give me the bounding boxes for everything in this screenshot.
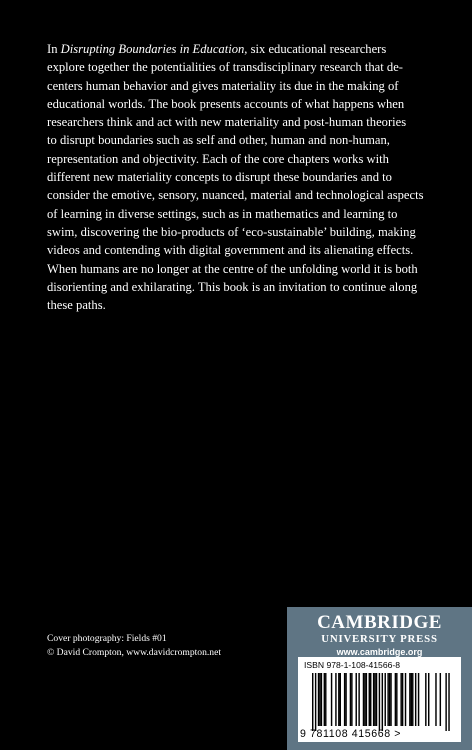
barcode-bar	[395, 673, 396, 726]
barcode-bar	[324, 673, 325, 726]
barcode-bar	[318, 673, 319, 726]
barcode-digits: 9 781108 415668 >	[300, 728, 402, 740]
publisher-panel	[287, 607, 472, 750]
barcode-bar	[350, 673, 351, 726]
barcode-bar	[319, 673, 320, 726]
blurb-line: swim, discovering the bio-products of ‘eco-sustainable’ building, making	[47, 224, 416, 239]
barcode-bar	[412, 673, 413, 726]
barcode-bar	[315, 673, 316, 731]
barcode-bar	[425, 673, 426, 726]
barcode-bar	[385, 673, 386, 726]
barcode-icon	[304, 673, 454, 731]
blurb-line: In Disrupting Boundaries in Education, six educational researchers	[47, 42, 387, 56]
barcode-bar	[415, 673, 416, 726]
barcode-bar	[325, 673, 326, 726]
barcode-bar	[363, 673, 364, 726]
blurb-line: to disrupt boundaries such as self and other, human and non-human,	[47, 133, 390, 148]
barcode-bar	[344, 673, 345, 726]
barcode-bar	[445, 673, 446, 731]
barcode-bar	[366, 673, 367, 726]
blurb-line: When humans are no longer at the centre of the unfolding world it is both	[47, 261, 418, 276]
barcode-bar	[405, 673, 406, 726]
publisher-press: UNIVERSITY PRESS	[321, 633, 438, 645]
barcode-bar	[389, 673, 390, 726]
photo-credit: Cover photography: Fields #01	[47, 633, 167, 644]
cover-credits	[47, 632, 221, 659]
barcode-bar	[338, 673, 339, 726]
blurb-line: different new materiality concepts to disrupt these boundaries and to	[47, 170, 392, 185]
back-cover-blurb	[47, 40, 447, 314]
barcode-bar	[400, 673, 401, 726]
blurb-line: videos and contending with digital government and its alienating effects.	[47, 243, 414, 258]
barcode-bar	[448, 673, 449, 731]
blurb-line: these paths.	[47, 298, 106, 313]
barcode-bar	[373, 673, 374, 726]
publisher-name: CAMBRIDGE	[317, 612, 442, 633]
publisher-url: www.cambridge.org	[336, 647, 423, 657]
book-title: Disrupting Boundaries in Education	[60, 42, 245, 56]
barcode-bar	[402, 673, 403, 726]
barcode-bar	[435, 673, 436, 726]
isbn-label: ISBN 978-1-108-41566-8	[304, 660, 401, 670]
barcode-bar	[331, 673, 332, 726]
barcode-bar	[351, 673, 352, 726]
publisher-logo	[287, 613, 472, 658]
barcode-bar	[358, 673, 359, 726]
barcode-bar	[396, 673, 397, 726]
barcode-bar	[356, 673, 357, 726]
barcode-bar	[418, 673, 419, 726]
barcode-bar	[312, 673, 313, 731]
barcode-bar	[390, 673, 391, 726]
barcode-bar	[364, 673, 365, 726]
barcode-bar	[376, 673, 377, 726]
barcode-bar	[440, 673, 441, 726]
barcode-bar	[379, 673, 380, 731]
blurb-line: consider the emotive, sensory, nuanced, material and technological aspects	[47, 188, 424, 203]
barcode-bar	[369, 673, 370, 726]
barcode-bar	[374, 673, 375, 726]
barcode-bar	[428, 673, 429, 726]
barcode-bar	[411, 673, 412, 726]
barcode-box	[298, 657, 461, 742]
barcode-bar	[370, 673, 371, 726]
blurb-line: explore together the potentialities of transdisciplinary research that de-	[47, 60, 403, 75]
blurb-line: of learning in diverse settings, such as in mathematics and learning to	[47, 206, 398, 221]
barcode-bar	[340, 673, 341, 726]
copyright-line: © David Crompton, www.davidcrompton.net	[47, 646, 221, 658]
blurb-line: representation and objectivity. Each of the core chapters works with	[47, 151, 389, 166]
barcode-bar	[345, 673, 346, 726]
blurb-line: disorienting and exhilarating. This book is an invitation to continue along	[47, 279, 418, 294]
barcode-bar	[387, 673, 388, 726]
blurb-line: centers human behavior and gives materiality its due in the making of	[47, 78, 399, 93]
barcode-bar	[409, 673, 410, 726]
blurb-line: researchers think and act with new materiality and post-human theories	[47, 115, 407, 130]
barcode-bar	[321, 673, 322, 726]
barcode-bar	[335, 673, 336, 726]
barcode-bar	[382, 673, 383, 731]
blurb-line: educational worlds. The book presents accounts of what happens when	[47, 96, 405, 111]
